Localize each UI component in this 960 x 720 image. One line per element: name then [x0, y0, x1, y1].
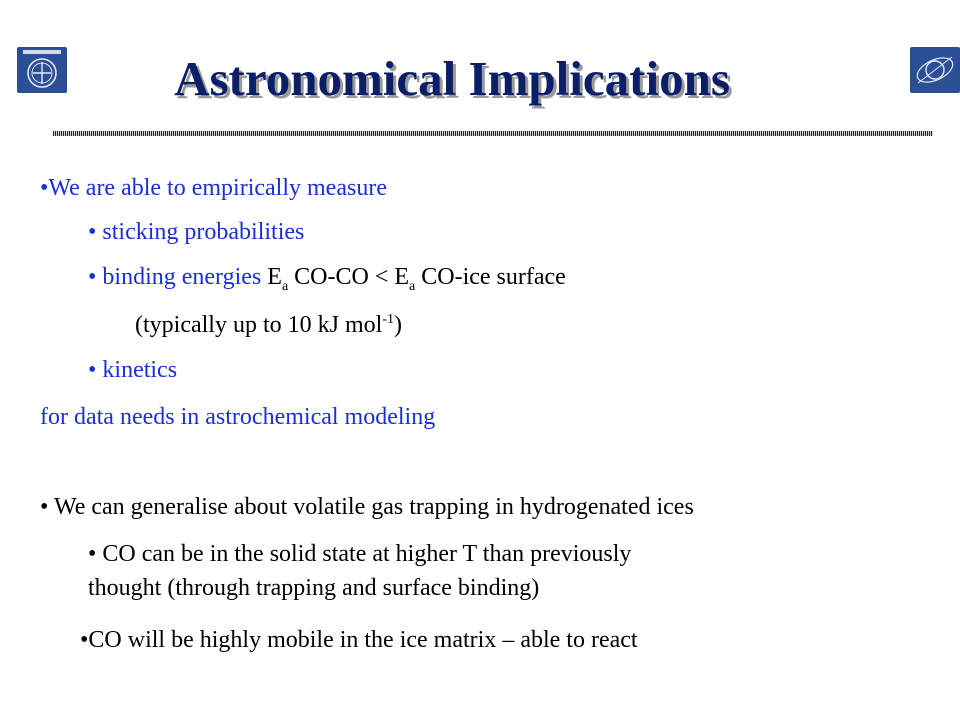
energy-subscript-1: a	[281, 278, 289, 294]
subbullet-co-solid-line2: thought (through trapping and surface binding)	[88, 575, 540, 601]
modeling-note: for data needs in astrochemical modeling	[40, 404, 436, 430]
subbullet-sticking: • sticking probabilities	[88, 219, 305, 245]
typical-value-note	[135, 310, 402, 340]
energy-symbol-1: E	[267, 264, 282, 290]
bullet-measure: •We are able to empirically measure	[40, 175, 387, 201]
subbullet-kinetics: • kinetics	[88, 357, 178, 383]
typical-value-close: )	[393, 312, 402, 338]
bullet-generalise: • We can generalise about volatile gas trapping in hydrogenated ices	[40, 494, 694, 520]
energy-subscript-2: a	[409, 278, 416, 294]
subbullet-co-mobile: •CO will be highly mobile in the ice matrix – able to react	[80, 627, 638, 653]
co-co-comparison: CO-CO < E	[288, 264, 410, 290]
network-logo-icon	[910, 47, 960, 93]
title-divider	[53, 131, 933, 136]
unit-exponent: -1	[382, 312, 394, 327]
page-title: Astronomical Implications	[174, 51, 730, 106]
binding-energies-label: • binding energies	[88, 264, 268, 290]
subbullet-co-solid-line1: • CO can be in the solid state at higher T than previously	[88, 541, 632, 567]
typical-value-text: (typically up to 10 kJ mol	[135, 312, 383, 338]
subbullet-binding-energies	[88, 262, 566, 292]
co-ice-surface: CO-ice surface	[415, 264, 566, 290]
